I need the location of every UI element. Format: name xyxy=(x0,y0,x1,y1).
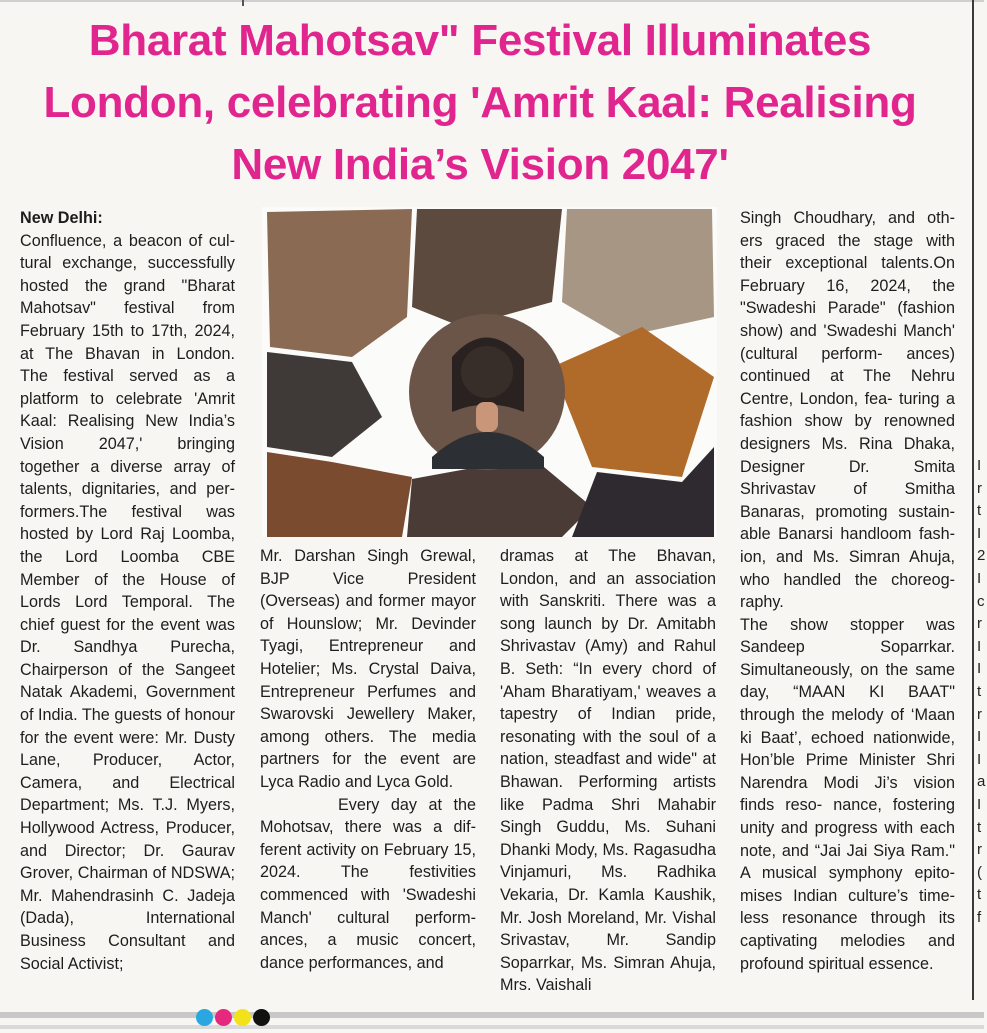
top-tick-mark xyxy=(242,0,244,6)
photo-cultural-show xyxy=(552,327,714,477)
registration-dot-magenta xyxy=(215,1009,232,1026)
photo-stage-speakers xyxy=(412,209,562,327)
edge-letter: I xyxy=(977,637,982,655)
portrait-hair xyxy=(452,337,524,412)
column-1-text: Confluence, a beacon of cul- tural exchange, successfully hosted the grand "Bharat Mahotsav" festival from February 15th to 17th, 2024, at The Bhavan in London. The festival served as a platform to celebrate 'Amrit Kaal: Realising New India’s Vision 2047,' bringing together a diverse array of talents, dignitaries, and per- formers.The festival was hosted by Lord Raj Loomba, the Lord Loomba CBE Member of the House of Lords Lord Temporal. The chief guest for the event was Dr. Sandhya Purecha, Chairperson of the Sangeet Natak Akademi, Government of India. The guests of honour for the event were: Mr. Dusty Lane, Producer, Actor, Camera, and Electrical Department; Ms. T.J. Myers, Hollywood Actress, Producer, and Director; Dr. Gaurav Grover, Chairman of NDSWA; Mr. Mahendrasinh C. Jadeja (Dada), International Business Consultant and Social Activist; xyxy=(20,231,235,973)
adjacent-article-edge xyxy=(977,455,987,929)
photo-performers-right xyxy=(562,209,714,337)
article-column-4 xyxy=(740,207,955,975)
edge-letter: r xyxy=(977,841,982,859)
portrait-folded-hands xyxy=(476,402,498,432)
edge-letter: I xyxy=(977,795,982,813)
edge-letter: t xyxy=(977,502,982,520)
edge-letter: I xyxy=(977,750,982,768)
edge-letter: ( xyxy=(977,863,982,881)
edge-letter: 2 xyxy=(977,547,986,565)
event-photo-collage xyxy=(262,207,717,537)
edge-letter: r xyxy=(977,705,982,723)
article-column-2 xyxy=(260,545,476,974)
edge-letter: I xyxy=(977,728,982,746)
registration-dot-black xyxy=(253,1009,270,1026)
column-2-text-b: Every day at the Mohotsav, there was a dif- ferent activity on February 15, 2024. The festivities commenced with 'Swadeshi Manch' cultural perform- ances, a music concert, dance performances, and xyxy=(260,795,476,972)
edge-letter: c xyxy=(977,592,985,610)
column-4-text-b: The show stopper was Sandeep Soparrkar. Simultaneously, on the same day, “MAAN KI BAAT" through the melody of ‘Maan ki Baat’, echoed nationwide, Hon’ble Prime Minister Shri Narendra Modi Ji’s vision finds reso- nance, fostering unity and progress with each note, and “Jai Jai Siya Ram." A musical symphony epito- mises Indian culture’s time- less resonance through its captivating melodies and profound spiritual essence. xyxy=(740,615,955,973)
registration-dot-cyan xyxy=(196,1009,213,1026)
edge-letter: I xyxy=(977,569,982,587)
edge-letter: I xyxy=(977,660,982,678)
photo-dance-troupe xyxy=(267,452,412,537)
column-2-text-a: Mr. Darshan Singh Grewal, BJP Vice President (Overseas) and former mayor of Hounslow; Mr. Devinder Tyagi, Entrepreneur and Hotelier; Ms. Crystal Daiva, Entrepreneur Perfumes and Swarovski Jewellery Maker, among others. The media partners for the event are Lyca Radio and Lyca Gold. xyxy=(260,547,476,791)
bottom-rule-secondary xyxy=(0,1025,984,1029)
edge-letter: I xyxy=(977,524,982,542)
headline: Bharat Mahotsav" Festival Illuminates London, celebrating 'Amrit Kaal: Realising New India’s Vision 2047' xyxy=(43,16,917,189)
edge-letter: t xyxy=(977,682,982,700)
article-column-3 xyxy=(500,545,716,997)
collage-graphic xyxy=(262,207,717,537)
registration-dot-yellow xyxy=(234,1009,251,1026)
edge-letter: f xyxy=(977,908,982,926)
column-4-text-a: Singh Choudhary, and oth- ers graced the stage with their exceptional talents.On February 16, 2024, the "Swadeshi Parade" (fashion show) and 'Swadeshi Manch' (cultural perform- ances) continued at The Nehru Centre, London, fea- turing a fashion show by renowned designers Ms. Rina Dhaka, Designer Dr. Smita Shrivastav of Smitha Banaras, promoting sustain- able Banarsi handloom fash- ion, and Ms. Simran Ahuja, who handled the choreog- raphy. xyxy=(740,209,955,612)
edge-letter: a xyxy=(977,773,986,791)
registration-marks xyxy=(196,1009,270,1027)
dateline: New Delhi: xyxy=(20,209,103,227)
photo-group-guests xyxy=(267,352,382,457)
edge-letter: r xyxy=(977,479,982,497)
column-3-text: dramas at The Bhavan, London, and an association with Sanskriti. There was a song launch by Dr. Amitabh Shrivastav (Amy) and Rahul B. Seth: “In every chord of 'Aham Bharatiyam,' weaves a tapestry of Indian pride, resonating with the soul of a nation, steadfast and wide" at Bhawan. Performing artists like Padma Shri Mahabir Singh Guddu, Ms. Suhani Dhanki Mody, Ms. Ragasudha Vinjamuri, Ms. Radhika Vekaria, Dr. Kamla Kaushik, Mr. Josh Moreland, Mr. Vishal Srivastav, Mr. Sandip Soparrkar, Ms. Simran Ahuja, Mrs. Vaishali xyxy=(500,547,716,995)
edge-letter: r xyxy=(977,615,982,633)
article-column-1 xyxy=(20,207,235,975)
top-rule xyxy=(0,0,984,2)
column-divider-right xyxy=(972,0,974,1000)
bottom-rule xyxy=(0,1012,984,1018)
edge-letter: t xyxy=(977,818,982,836)
edge-letter: t xyxy=(977,886,982,904)
edge-letter: I xyxy=(977,457,982,474)
photo-banquet-hall xyxy=(267,209,412,357)
